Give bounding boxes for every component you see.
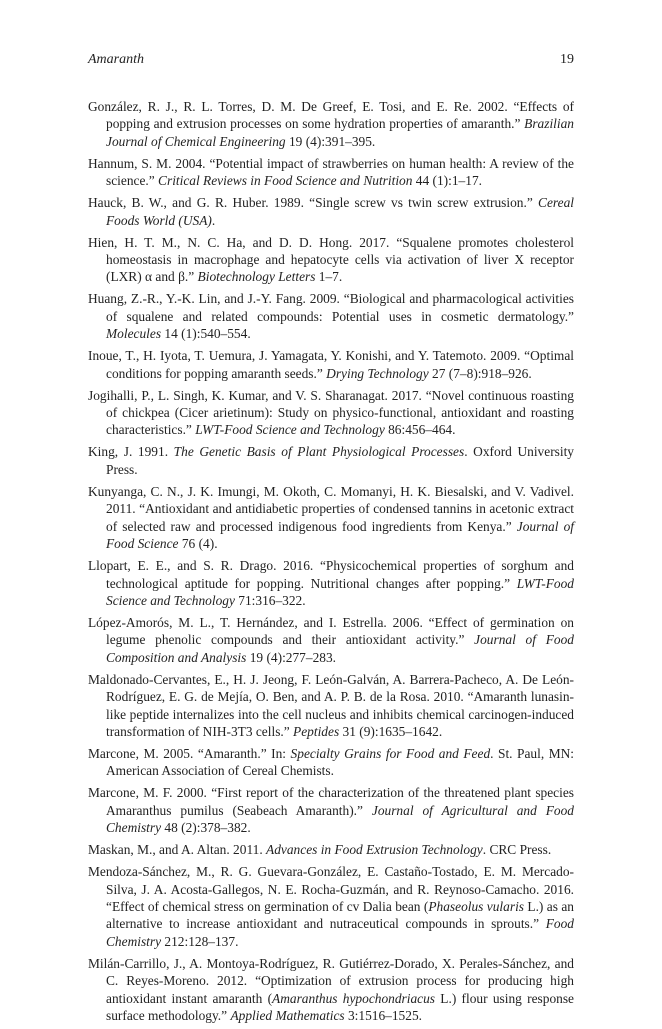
- reference-text: 19 (4):391–395.: [285, 133, 376, 149]
- reference-entry: [88, 155, 574, 190]
- reference-italic: Brazilian Journal of Chemical Engineering: [106, 116, 574, 149]
- reference-entry: [88, 955, 574, 1025]
- reference-entry: [88, 614, 574, 666]
- reference-italic: LWT-Food Science and Technology: [106, 575, 574, 608]
- reference-italic: LWT-Food Science and Technology: [195, 422, 385, 438]
- reference-text: Inoue, T., H. Iyota, T. Uemura, J. Yamagata, Y. Konishi, and Y. Tatemoto. 2009. “Optimal conditions for popping amaranth seeds.”: [88, 348, 574, 381]
- reference-italic: Cereal Foods World (USA): [106, 195, 574, 228]
- reference-text: Huang, Z.-R., Y.-K. Lin, and J.-Y. Fang. 2009. “Biological and pharmacological activities of squalene and related compounds: Potential uses in cosmetic dermatology.”: [88, 291, 574, 324]
- reference-text: Milán-Carrillo, J., A. Montoya-Rodríguez, R. Gutiérrez-Dorado, X. Perales-Sánchez, and C. Reyes-Moreno. 2012. “Optimization of extrusion process for producing high antioxidant instant amaranth (: [88, 955, 574, 1006]
- reference-text: Mendoza-Sánchez, M., R. G. Guevara-González, E. Castaño-Tostado, E. M. Mercado-Silva, J. A. Acosta-Gallegos, N. E. Rocha-Guzmán, and R. Reynoso-Camacho. 2016. “Effect of chemical stress on germination of cv Dalia bean (: [88, 864, 574, 914]
- reference-entry: [88, 784, 574, 836]
- reference-text: 19 (4):277–283.: [246, 649, 337, 665]
- reference-italic: Journal of Food Composition and Analysis: [106, 632, 574, 665]
- reference-text: 76 (4).: [178, 536, 218, 552]
- reference-italic: Critical Reviews in Food Science and Nutrition: [158, 173, 413, 189]
- reference-text: 1–7.: [315, 269, 343, 285]
- reference-text: 71:316–322.: [234, 592, 306, 608]
- reference-text: Marcone, M. F. 2000. “First report of the characterization of the threatened plant species Amaranthus pumilus (Seabeach Amaranth).”: [88, 785, 574, 818]
- reference-text: 14 (1):540–554.: [161, 326, 251, 342]
- reference-text: 27 (7–8):918–926.: [428, 365, 532, 381]
- reference-text: Marcone, M. 2005. “Amaranth.” In:: [88, 745, 291, 761]
- reference-italic: Peptides: [293, 723, 340, 739]
- reference-text: . Oxford University Press.: [106, 444, 574, 477]
- reference-entry: [88, 745, 574, 780]
- reference-text: Jogihalli, P., L. Singh, K. Kumar, and V. S. Sharanagat. 2017. “Novel continuous roasting of chickpea (Cicer arietinum): Study on physico-functional, antioxidant and roasting characteristics.”: [88, 387, 574, 438]
- reference-entry: [88, 483, 574, 553]
- reference-italic: Journal of Agricultural and Food Chemistry: [106, 802, 574, 836]
- reference-italic: Biotechnology Letters: [197, 269, 316, 285]
- reference-italic: Molecules: [106, 326, 162, 342]
- reference-text: Llopart, E. E., and S. R. Drago. 2016. “Physicochemical properties of sorghum and technological aptitude for popping. Nutritional changes after popping.”: [88, 558, 574, 591]
- reference-entry: [88, 347, 574, 382]
- reference-text: .: [211, 212, 216, 228]
- reference-italic: Drying Technology: [326, 365, 429, 381]
- reference-text: . CRC Press.: [482, 842, 552, 858]
- reference-entry: [88, 557, 574, 609]
- reference-entry: [88, 671, 574, 741]
- reference-italic: The Genetic Basis of Plant Physiological Processes: [173, 444, 465, 460]
- reference-italic: Specialty Grains for Food and Feed: [290, 745, 491, 761]
- reference-text: López-Amorós, M. L., T. Hernández, and I. Estrella. 2006. “Effect of germination on legume phenolic compounds and their antioxidant activity.”: [88, 614, 574, 648]
- reference-text: Maskan, M., and A. Altan. 2011.: [88, 842, 267, 858]
- reference-text: 48 (2):378–382.: [161, 820, 251, 836]
- reference-text: 3:1516–1525.: [344, 1008, 422, 1023]
- reference-text: Kunyanga, C. N., J. K. Imungi, M. Okoth, C. Momanyi, H. K. Biesalski, and V. Vadivel. 2011. “Antioxidant and antidiabetic properties of condensed tannins in acetonic extract of selected raw and processed indigenous food ingredients from Kenya.”: [88, 483, 574, 534]
- reference-text: . St. Paul, MN: American Association of Cereal Chemists.: [106, 745, 574, 779]
- reference-text: 31 (9):1635–1642.: [339, 723, 443, 739]
- reference-entry: [88, 98, 574, 150]
- reference-entry: [88, 234, 574, 286]
- reference-text: Hannum, S. M. 2004. “Potential impact of strawberries on human health: A review of the science.”: [88, 155, 574, 189]
- page-header: [88, 52, 574, 72]
- reference-entry: [88, 841, 574, 858]
- reference-text: González, R. J., R. L. Torres, D. M. De Greef, E. Tosi, and E. Re. 2002. “Effects of popping and extrusion processes on some hydration properties of amaranth.”: [88, 99, 574, 132]
- reference-italic: Journal of Food Science: [106, 518, 574, 552]
- reference-text: L.) flour using response surface methodology.”: [106, 990, 574, 1023]
- reference-entry: [88, 194, 574, 229]
- reference-italic: Phaseolus vularis: [428, 898, 524, 914]
- reference-text: Hauck, B. W., and G. R. Huber. 1989. “Single screw vs twin screw extrusion.”: [88, 195, 539, 211]
- reference-entry: [88, 387, 574, 439]
- reference-text: 86:456–464.: [384, 422, 456, 438]
- reference-italic: Amaranthus hypochondriacus: [272, 990, 436, 1006]
- reference-italic: Food Chemistry: [106, 916, 574, 949]
- reference-text: Maldonado-Cervantes, E., H. J. Jeong, F. León-Galván, A. Barrera-Pacheco, A. De León-Rodríguez, E. G. de Mejía, O. Ben, and A. P. B. de la Rosa. 2010. “Amaranth lunasin-like peptide internalizes into the cell nucleus and inhibits chemical carcinogen-induced transformation of NIH-3T3 cells.”: [88, 671, 574, 739]
- reference-text: 44 (1):1–17.: [412, 173, 482, 189]
- reference-text: 212:128–137.: [161, 933, 239, 949]
- reference-entry: [88, 443, 574, 478]
- reference-text: Hien, H. T. M., N. C. Ha, and D. D. Hong. 2017. “Squalene promotes cholesterol homeostasis in macrophage and hepatocyte cells via activation of liver X receptor (LXR) α and β.”: [88, 234, 574, 285]
- reference-italic: Applied Mathematics: [230, 1008, 345, 1023]
- reference-italic: Advances in Food Extrusion Technology: [266, 842, 483, 858]
- page-number: 19: [560, 52, 574, 67]
- reference-entry: [88, 290, 574, 342]
- running-title: Amaranth: [88, 52, 144, 67]
- reference-text: L.) as an alternative to increase antioxidant and nutraceutical compounds in sprouts.”: [106, 898, 575, 932]
- reference-entry: [88, 863, 574, 950]
- reference-text: King, J. 1991.: [88, 444, 174, 460]
- reference-list: [88, 98, 574, 1029]
